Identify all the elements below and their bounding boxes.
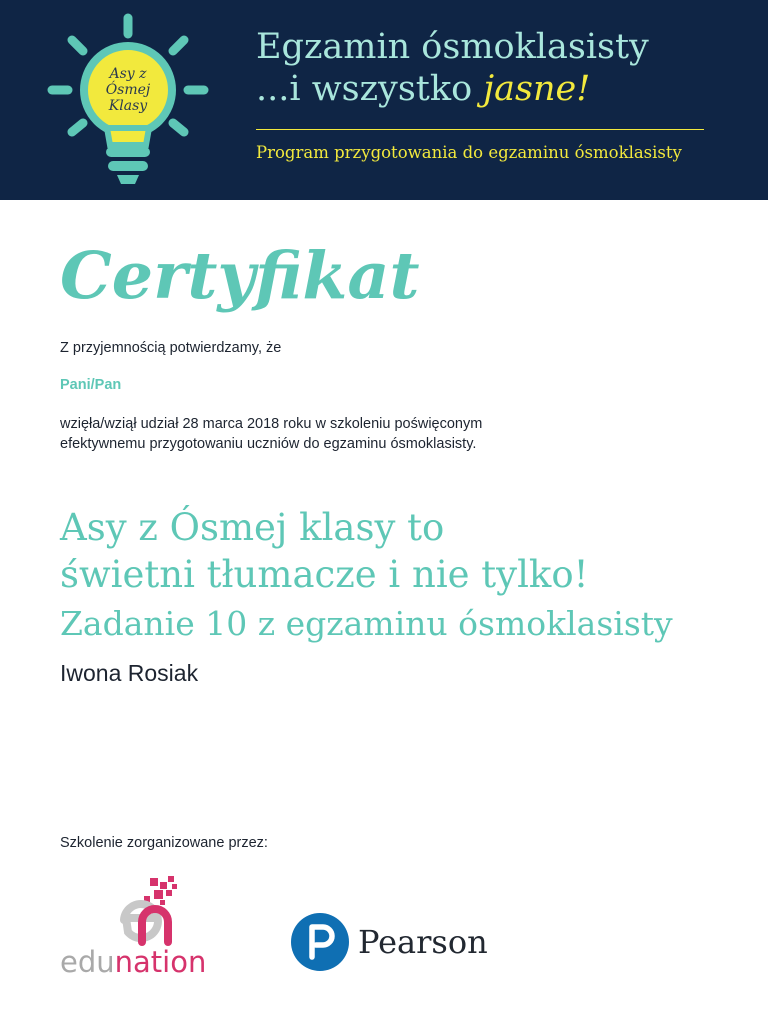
- trainer-name: Iwona Rosiak: [60, 660, 199, 686]
- participation-description: [60, 414, 720, 454]
- program-subtitle: Program przygotowania do egzaminu ósmoklasisty: [256, 143, 682, 162]
- edunation-wordmark-edu: edu: [60, 945, 115, 979]
- program-title-line-1: Egzamin ósmoklasisty: [256, 27, 649, 67]
- program-title-line-2: [256, 68, 756, 110]
- confirmation-intro: Z przyjemnością potwierdzamy, że: [60, 340, 282, 356]
- pearson-wordmark: Pearson: [358, 923, 488, 961]
- program-title-line-2-prefix: ...i wszystko: [256, 69, 484, 109]
- edunation-wordmark: [60, 945, 206, 979]
- edunation-logo: [56, 872, 256, 980]
- certificate-heading: Certyfikat: [60, 238, 420, 314]
- pearson-p-icon: [291, 913, 349, 971]
- logo-text-line-1: Asy z: [109, 66, 147, 82]
- program-title: [256, 26, 756, 110]
- header-divider: [256, 129, 704, 130]
- description-line-2: efektywnemu przygotowaniu uczniów do egzaminu ósmoklasisty.: [60, 436, 477, 452]
- course-title: [60, 504, 760, 598]
- lightbulb-logo-icon: [40, 10, 220, 192]
- pearson-logo: [290, 910, 520, 974]
- header-banner: [0, 0, 768, 200]
- edunation-wordmark-nation: nation: [114, 945, 207, 979]
- recipient-label: Pani/Pan: [60, 377, 122, 393]
- logo-text-line-3: Klasy: [108, 98, 148, 114]
- edunation-mark-icon: [124, 876, 177, 942]
- program-title-emphasis: jasne!: [483, 69, 591, 109]
- course-title-line-1: Asy z Ósmej klasy to: [60, 506, 445, 549]
- course-title-line-2: świetni tłumacze i nie tylko!: [60, 553, 589, 596]
- description-line-1: wzięła/wziął udział 28 marca 2018 roku w szkoleniu poświęconym: [60, 416, 483, 432]
- logo-text-line-2: Ósmej: [105, 82, 151, 98]
- course-subtitle: Zadanie 10 z egzaminu ósmoklasisty: [60, 604, 673, 643]
- organizers-label: Szkolenie zorganizowane przez:: [60, 835, 268, 851]
